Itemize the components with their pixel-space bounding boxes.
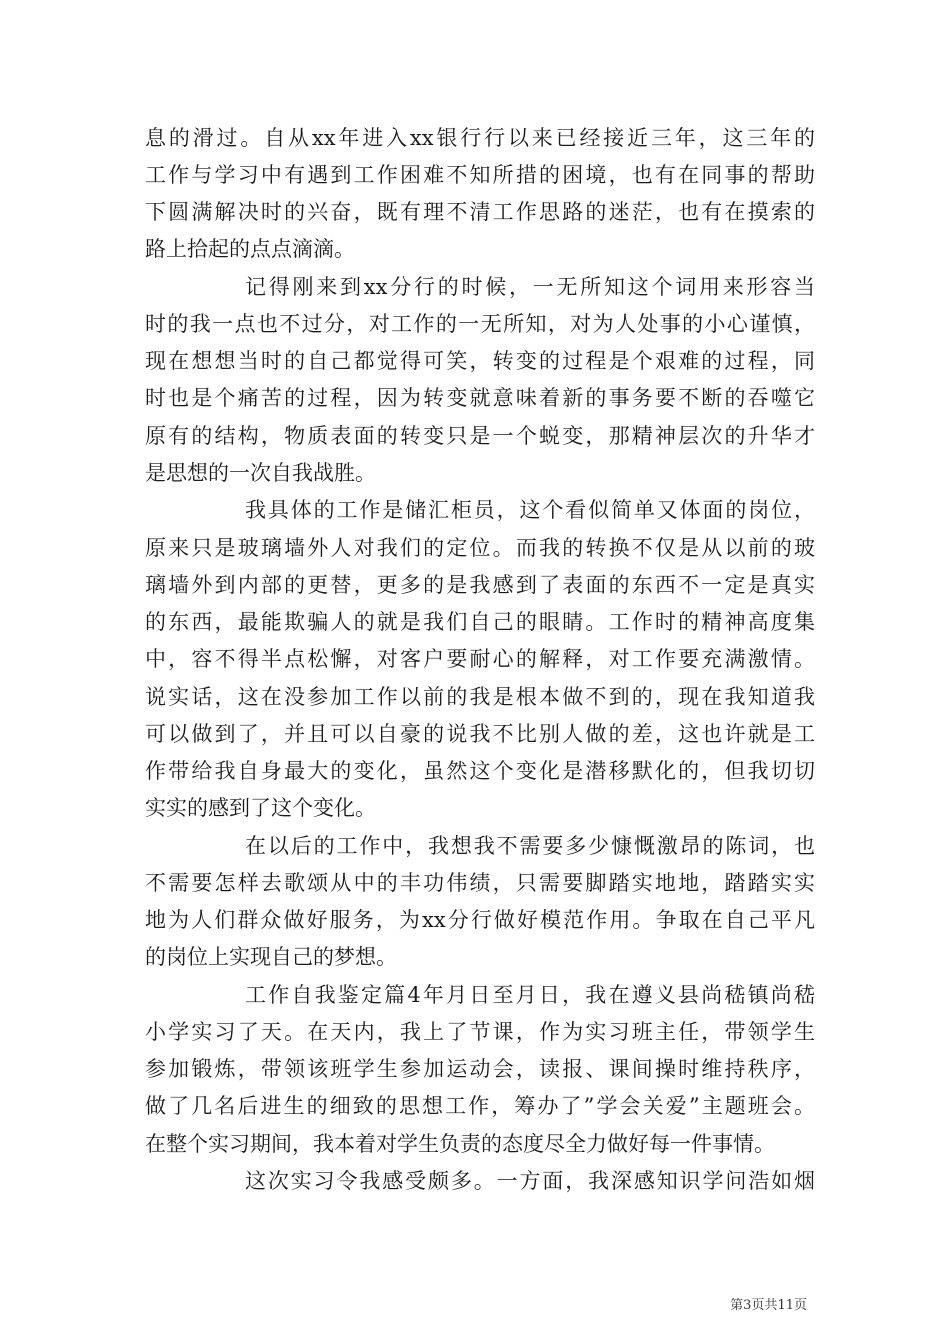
text-line: 这次实习令我感受颇多。一方面，我深感知识学问浩如烟 (245, 1169, 815, 1193)
text-line: 在以后的工作中，我想我不需要多少慷慨激昂的陈词，也 (245, 834, 815, 858)
text-line: 在整个实习期间，我本着对学生负责的态度尽全力做好每一件事情。 (145, 1132, 775, 1156)
text-line: 我具体的工作是储汇柜员，这个看似简单又体面的岗位， (245, 498, 815, 522)
text-line: 路上拾起的点点滴滴。 (145, 237, 355, 261)
text-line: 地为人们群众做好服务，为xx分行做好模范作用。争取在自己平凡 (145, 908, 815, 932)
text-line: 原有的结构，物质表面的转变只是一个蜕变，那精神层次的升华才 (145, 424, 815, 448)
text-line: 时也是个痛苦的过程，因为转变就意味着新的事务要不断的吞噬它 (145, 386, 815, 410)
text-line: 作带给我自身最大的变化，虽然这个变化是潜移默化的，但我切切 (145, 759, 815, 783)
text-line: 下圆满解决时的兴奋，既有理不清工作思路的迷茫，也有在摸索的 (145, 200, 815, 224)
text-line: 时的我一点也不过分，对工作的一无所知，对为人处事的小心谨慎， (145, 312, 815, 336)
text-line: 璃墙外到内部的更替，更多的是我感到了表面的东西不一定是真实 (145, 573, 815, 597)
text-line: 可以做到了，并且可以自豪的说我不比别人做的差，这也许就是工 (145, 722, 815, 746)
text-line: 现在想想当时的自己都觉得可笑，转变的过程是个艰难的过程，同 (145, 349, 815, 373)
text-line: 息的滑过。自从xx年进入xx银行行以来已经接近三年，这三年的 (145, 126, 815, 150)
text-line: 的岗位上实现自己的梦想。 (145, 945, 397, 969)
text-line: 工作与学习中有遇到工作困难不知所措的困境，也有在同事的帮助 (145, 163, 815, 187)
text-line: 实实的感到了这个变化。 (145, 796, 376, 820)
text-line: 不需要怎样去歌颂从中的丰功伟绩，只需要脚踏实地地，踏踏实实 (145, 871, 815, 895)
page-number-footer: 第3页共11页 (730, 1298, 807, 1313)
text-line: 小学实习了天。在天内，我上了节课，作为实习班主任，带领学生 (145, 1020, 815, 1044)
text-line: 参加锻炼，带领该班学生参加运动会，读报、课间操时维持秩序， (145, 1057, 815, 1081)
text-line: 是思想的一次自我战胜。 (145, 461, 376, 485)
text-line: 做了几名后进生的细致的思想工作，筹办了”学会关爱”主题班会。 (145, 1094, 815, 1118)
text-line: 工作自我鉴定篇4年月日至月日，我在遵义县尚嵇镇尚嵇 (245, 983, 815, 1007)
text-line: 中，容不得半点松懈，对客户要耐心的解释，对工作要充满激情。 (145, 647, 815, 671)
text-line: 原来只是玻璃墙外人对我们的定位。而我的转换不仅是从以前的玻 (145, 536, 815, 560)
text-line: 说实话，这在没参加工作以前的我是根本做不到的，现在我知道我 (145, 685, 815, 709)
text-line: 记得刚来到xx分行的时候，一无所知这个词用来形容当 (245, 275, 815, 299)
text-line: 的东西，最能欺骗人的就是我们自己的眼睛。工作时的精神高度集 (145, 610, 815, 634)
